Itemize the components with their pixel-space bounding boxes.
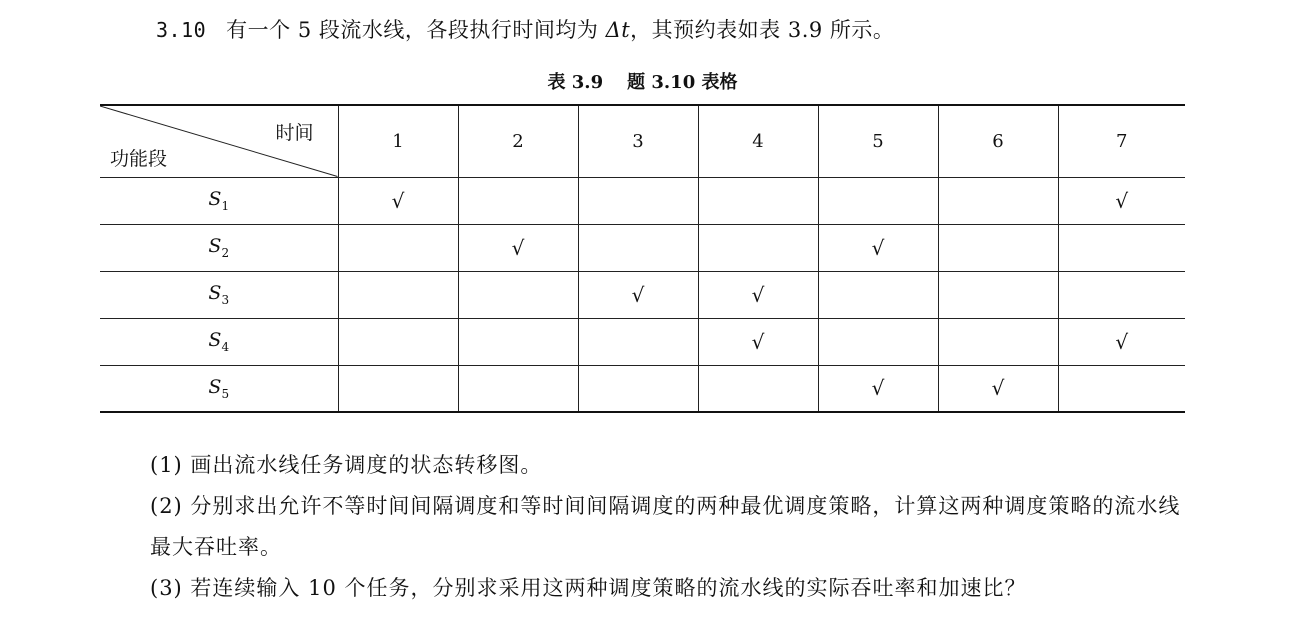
question-2 bbox=[100, 486, 1190, 568]
schedule-cell bbox=[818, 318, 938, 365]
schedule-cell bbox=[698, 177, 818, 224]
check-mark: √ bbox=[511, 235, 525, 260]
check-mark: √ bbox=[1115, 188, 1129, 213]
stage-name bbox=[208, 188, 230, 213]
stage-letter: S bbox=[208, 329, 222, 352]
stage-label bbox=[100, 177, 338, 224]
check-mark: √ bbox=[871, 235, 885, 260]
schedule-cell bbox=[338, 318, 458, 365]
schedule-cell bbox=[938, 224, 1058, 271]
table-row bbox=[100, 224, 1185, 271]
stage-label bbox=[100, 365, 338, 412]
table-row bbox=[100, 365, 1185, 412]
stage-subscript: 4 bbox=[221, 339, 230, 354]
check-mark: √ bbox=[751, 329, 765, 354]
schedule-cell bbox=[1058, 318, 1185, 365]
schedule-cell bbox=[1058, 177, 1185, 224]
table-row bbox=[100, 271, 1185, 318]
schedule-cell bbox=[458, 365, 578, 412]
delta-t: Δt bbox=[605, 18, 631, 42]
schedule-cell bbox=[818, 177, 938, 224]
diagonal-corner-cell bbox=[100, 105, 338, 177]
schedule-cell bbox=[1058, 271, 1185, 318]
check-mark: √ bbox=[991, 376, 1005, 401]
stage-name bbox=[208, 282, 230, 307]
schedule-cell bbox=[698, 365, 818, 412]
stage-subscript: 2 bbox=[221, 245, 230, 260]
question-1-text: (1) 画出流水线任务调度的状态转移图。 bbox=[150, 453, 543, 477]
time-slot-header: 7 bbox=[1058, 105, 1185, 177]
question-2-text: (2) 分别求出允许不等时间间隔调度和等时间间隔调度的两种最优调度策略，计算这两种调度策略的流水线最大吞吐率。 bbox=[150, 494, 1181, 559]
schedule-cell bbox=[458, 177, 578, 224]
schedule-cell bbox=[578, 318, 698, 365]
schedule-cell bbox=[1058, 365, 1185, 412]
stage-letter: S bbox=[208, 235, 222, 258]
problem-number: 3.10 bbox=[156, 18, 207, 42]
table-caption-label: 表 3.9 bbox=[547, 72, 604, 93]
check-mark: √ bbox=[631, 282, 645, 307]
table-body bbox=[100, 177, 1185, 412]
schedule-cell bbox=[338, 177, 458, 224]
schedule-cell bbox=[818, 224, 938, 271]
table-caption bbox=[0, 68, 1285, 94]
check-mark: √ bbox=[871, 376, 885, 401]
stage-letter: S bbox=[208, 375, 222, 398]
stage-label bbox=[100, 271, 338, 318]
schedule-cell bbox=[698, 271, 818, 318]
corner-label-time: 时间 bbox=[275, 122, 314, 144]
schedule-cell bbox=[818, 271, 938, 318]
time-slot-header: 1 bbox=[338, 105, 458, 177]
reservation-table bbox=[100, 104, 1185, 413]
question-3-text: (3) 若连续输入 10 个任务，分别求采用这两种调度策略的流水线的实际吞吐率和加速比？ bbox=[150, 576, 1027, 600]
schedule-cell bbox=[578, 365, 698, 412]
time-slot-header: 4 bbox=[698, 105, 818, 177]
schedule-cell bbox=[938, 177, 1058, 224]
question-3 bbox=[100, 568, 1190, 609]
corner-label-stage: 功能段 bbox=[110, 147, 168, 170]
question-1 bbox=[100, 445, 1190, 486]
schedule-cell bbox=[458, 318, 578, 365]
stage-label bbox=[100, 224, 338, 271]
time-slot-header: 5 bbox=[818, 105, 938, 177]
stage-name bbox=[208, 375, 230, 401]
schedule-cell bbox=[938, 318, 1058, 365]
problem-statement bbox=[156, 14, 894, 46]
schedule-cell bbox=[338, 365, 458, 412]
schedule-cell bbox=[1058, 224, 1185, 271]
schedule-cell bbox=[578, 224, 698, 271]
table-row bbox=[100, 177, 1185, 224]
problem-text-1: 有一个 5 段流水线，各段执行时间均为 bbox=[226, 18, 606, 42]
stage-subscript: 3 bbox=[221, 292, 230, 307]
schedule-cell bbox=[698, 224, 818, 271]
check-mark: √ bbox=[1115, 329, 1129, 354]
problem-text-2: ，其预约表如表 3.9 所示。 bbox=[630, 18, 895, 42]
schedule-cell bbox=[458, 224, 578, 271]
schedule-cell bbox=[818, 365, 938, 412]
time-slot-header: 2 bbox=[458, 105, 578, 177]
schedule-cell bbox=[578, 271, 698, 318]
table-caption-title: 题 3.10 表格 bbox=[627, 72, 738, 93]
stage-letter: S bbox=[208, 282, 222, 305]
stage-name bbox=[208, 329, 230, 354]
schedule-cell bbox=[338, 224, 458, 271]
schedule-cell bbox=[938, 271, 1058, 318]
schedule-cell bbox=[938, 365, 1058, 412]
stage-subscript: 5 bbox=[221, 386, 230, 401]
table-header-row bbox=[100, 105, 1185, 177]
time-slot-header: 3 bbox=[578, 105, 698, 177]
schedule-cell bbox=[338, 271, 458, 318]
stage-subscript: 1 bbox=[221, 198, 230, 213]
schedule-cell bbox=[458, 271, 578, 318]
table-row bbox=[100, 318, 1185, 365]
check-mark: √ bbox=[751, 282, 765, 307]
schedule-cell bbox=[698, 318, 818, 365]
time-slot-header: 6 bbox=[938, 105, 1058, 177]
stage-name bbox=[208, 235, 230, 260]
stage-letter: S bbox=[208, 188, 222, 211]
check-mark: √ bbox=[391, 188, 405, 213]
schedule-cell bbox=[578, 177, 698, 224]
stage-label bbox=[100, 318, 338, 365]
